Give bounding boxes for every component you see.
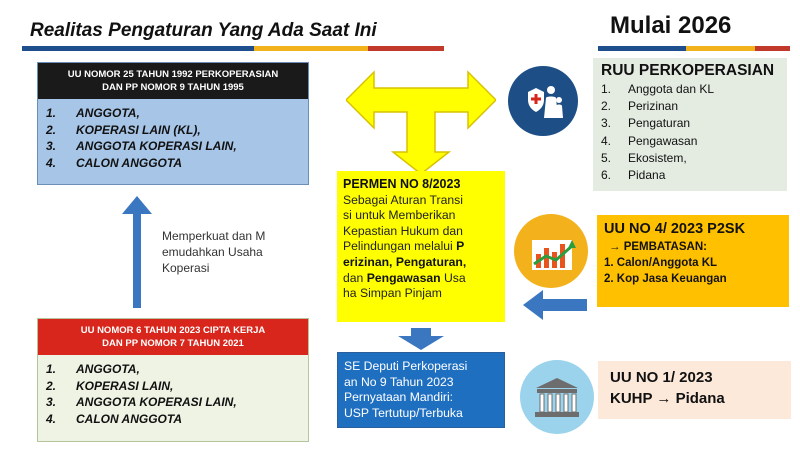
se-line: Pernyataan Mandiri: xyxy=(344,390,454,405)
permen-line xyxy=(343,239,499,255)
list-number: 2. xyxy=(46,378,57,393)
list-number: 6. xyxy=(601,168,612,183)
uu1-line: KUHP → Pidana xyxy=(610,390,725,407)
permen-line: si untuk Memberikan xyxy=(343,208,456,223)
uu6-header-line2: DAN PP NOMOR 7 TAHUN 2021 xyxy=(102,338,244,349)
list-text: Pengawasan xyxy=(628,133,698,148)
list-item xyxy=(601,167,779,184)
memperkuat-note xyxy=(162,228,282,276)
list-number: 5. xyxy=(601,150,612,165)
list-number: 3. xyxy=(46,395,57,409)
uu4-sub-label: PEMBATASAN: xyxy=(623,241,707,253)
permen-box xyxy=(337,171,505,322)
ruu-list xyxy=(601,80,779,184)
list-item xyxy=(46,138,308,155)
t-arrow-icon xyxy=(346,62,496,174)
uu4-box xyxy=(597,215,789,307)
list-item xyxy=(601,98,779,115)
title-underline xyxy=(22,46,444,51)
list-number: 4. xyxy=(601,133,612,148)
up-arrow-icon xyxy=(122,196,152,308)
list-item xyxy=(601,150,779,167)
list-item xyxy=(46,105,308,122)
permen-line: Sebagai Aturan Transi xyxy=(343,192,463,207)
bank-icon xyxy=(520,360,594,434)
list-number: 3. xyxy=(601,116,612,131)
list-item xyxy=(46,155,308,172)
list-text: KOPERASI LAIN, xyxy=(76,378,174,393)
list-text: ANGGOTA, xyxy=(76,106,140,120)
list-text: ANGGOTA, xyxy=(76,362,140,376)
list-number: 1. xyxy=(46,106,57,120)
permen-line xyxy=(343,271,499,287)
mulai-underline xyxy=(598,46,790,51)
ruu-box xyxy=(593,58,787,191)
list-text: KOPERASI LAIN (KL), xyxy=(76,122,201,137)
permen-bold: P xyxy=(456,239,465,254)
uu25-box xyxy=(37,62,309,185)
list-number: 4. xyxy=(46,155,57,170)
mulai-title: Mulai 2026 xyxy=(610,12,732,39)
permen-line: ha Simpan Pinjam xyxy=(343,286,442,301)
list-number: 2. xyxy=(46,122,57,137)
down-arrow-icon xyxy=(398,328,444,350)
list-number: 2. xyxy=(601,99,612,114)
list-text: ANGGOTA KOPERASI LAIN, xyxy=(76,395,237,409)
list-number: 4. xyxy=(46,411,57,426)
list-item xyxy=(46,394,308,411)
list-item xyxy=(601,133,779,150)
list-number: 1. xyxy=(46,362,57,376)
list-text: Pidana xyxy=(628,168,666,183)
list-text: Ekosistem, xyxy=(628,150,687,165)
uu6-header xyxy=(38,319,308,355)
permen-line: Kepastian Hukum dan xyxy=(343,223,463,238)
permen-bold: erizinan, Pengaturan, xyxy=(343,254,467,269)
permen-line xyxy=(343,255,499,271)
uu6-list xyxy=(38,355,308,427)
growth-chart-icon xyxy=(514,214,588,288)
se-line: an No 9 Tahun 2023 xyxy=(344,374,454,389)
list-text: Pengaturan xyxy=(628,116,691,131)
list-number: 3. xyxy=(46,139,57,153)
se-line: SE Deputi Perkoperasi xyxy=(344,359,468,373)
uu25-list xyxy=(38,99,308,171)
uu25-header-line2: DAN PP NOMOR 9 TAHUN 1995 xyxy=(102,82,244,93)
permen-text: Usa xyxy=(440,270,466,285)
list-item xyxy=(46,122,308,139)
list-text: Anggota dan KL xyxy=(628,82,715,96)
uu6-header-line1: UU NOMOR 6 TAHUN 2023 CIPTA KERJA xyxy=(80,325,266,336)
list-item xyxy=(601,115,779,132)
se-box xyxy=(337,352,505,428)
uu25-header xyxy=(38,63,308,99)
uu4-subtitle xyxy=(604,239,782,255)
list-item xyxy=(46,378,308,395)
permen-text: dan xyxy=(343,270,367,285)
list-text: CALON ANGGOTA xyxy=(76,411,182,426)
se-line: USP Tertutup/Terbuka xyxy=(344,405,463,420)
list-text: CALON ANGGOTA xyxy=(76,155,182,170)
permen-text: Pelindungan melalui xyxy=(343,239,457,254)
family-care-icon xyxy=(508,66,578,136)
note-line: emudahkan Usaha xyxy=(162,245,263,259)
page-title: Realitas Pengaturan Yang Ada Saat Ini xyxy=(30,20,377,41)
uu25-header-line1: UU NOMOR 25 TAHUN 1992 PERKOPERASIAN xyxy=(67,69,279,80)
arrow-right-icon: → xyxy=(609,241,621,253)
list-item xyxy=(601,81,779,98)
uu4-row: 1. Calon/Anggota KL xyxy=(604,257,718,269)
ruu-title: RUU PERKOPERASIAN xyxy=(601,62,775,79)
list-text: Perizinan xyxy=(628,99,679,114)
list-item xyxy=(46,411,308,428)
uu4-row: 2. Kop Jasa Keuangan xyxy=(604,273,727,285)
uu1-line: UU NO 1/ 2023 xyxy=(610,369,713,386)
permen-title: PERMEN NO 8/2023 xyxy=(343,177,461,191)
list-text: ANGGOTA KOPERASI LAIN, xyxy=(76,139,237,153)
permen-bold: Pengawasan xyxy=(366,270,441,285)
uu4-title: UU NO 4/ 2023 P2SK xyxy=(604,221,746,237)
left-arrow-icon xyxy=(523,290,587,320)
note-line: Memperkuat dan M xyxy=(162,229,266,243)
list-item xyxy=(46,361,308,378)
note-line: Koperasi xyxy=(162,261,210,275)
uu1-box xyxy=(598,361,791,419)
list-number: 1. xyxy=(601,82,612,96)
uu6-box xyxy=(37,318,309,442)
